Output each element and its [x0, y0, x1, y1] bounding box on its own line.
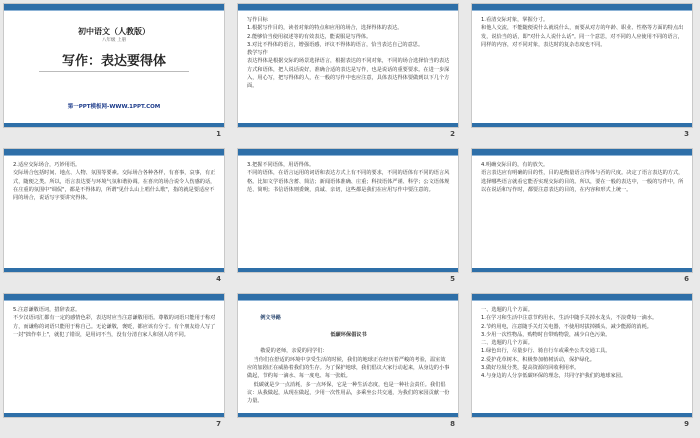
- slide-thumbnail-3[interactable]: [471, 3, 693, 138]
- slide-header-line: [4, 10, 224, 11]
- slide-footer-band: [4, 268, 224, 272]
- slide-footer-band: [238, 268, 458, 272]
- slide-thumbnail-5[interactable]: [237, 148, 459, 283]
- slide-body-text: 1.看清交际对象，掌握分寸。 和他人交流，不能随便说什么就说什么，而要从对方的年龄、职业、性格等方面的特点出发，说恰当的话，即"对什么人说什么话"。同一个意思，对不同的人应使用不同的语言，同样的内容，对不同对象，表达时的复杂态度也不同。: [481, 17, 684, 48]
- slide-body-text: 5.注意谦敬语词，措辞表意。 不少汉语词汇都有一定的感情色彩，表达时应当注意谦敬用语。尊敬的词语只能用于称对方，而谦称的词语只能用于称自己。无论谦敬，褒贬，都应该有分寸。有个朋友给人写了一封"拙作奉上"，就犯了错误，是用词不当，没有分清自家人和别人的不同。: [13, 307, 216, 338]
- slide-number: 7: [216, 420, 221, 428]
- slide-footer-band: [472, 413, 692, 417]
- slide-footer-band: [472, 123, 692, 127]
- slide-paragraph: 敬爱的老师，亲爱的同学们： 当你们在舒适的环境中享受生活的时候，我们的地球正在经历着严峻的考验，温室效应的加剧正在威胁着我们的生存。为了保护地球，我们倡议大家行动起来，从身边的小事做起，节约每一滴水、每一度电、每一张纸。 低碳就是少一点消耗，多一点环保，它是一种生活态度，也是一种社会责任。我们倡议：从我做起，从现在做起，少用一次性用品，多乘坐公共交通，为我们的家园贡献一份力量。: [247, 348, 450, 405]
- slide-heading: 低碳环保倡议书: [330, 331, 367, 338]
- slide-header-line: [238, 155, 458, 156]
- slide-footer-band: [238, 413, 458, 417]
- slide-canvas: [471, 148, 693, 273]
- cover-divider: [39, 71, 189, 72]
- slide-canvas: [3, 148, 225, 273]
- slide-section-title: 例文导路: [260, 315, 281, 322]
- slide-footer-band: [472, 268, 692, 272]
- slide-number: 1: [216, 130, 221, 138]
- slide-number: 3: [684, 130, 689, 138]
- slide-footer-band: [238, 123, 458, 127]
- slide-thumbnail-2[interactable]: [237, 3, 459, 138]
- slide-footer-band: [4, 123, 224, 127]
- slide-thumbnail-6[interactable]: [471, 148, 693, 283]
- slide-header-line: [4, 300, 224, 301]
- slide-header-line: [472, 300, 692, 301]
- slide-canvas: [471, 293, 693, 418]
- slide-thumbnail-8[interactable]: [237, 293, 459, 428]
- slide-canvas: [471, 3, 693, 128]
- slide-thumbnail-7[interactable]: [3, 293, 225, 428]
- cover-subject: 初中语文（人教版）: [78, 27, 150, 36]
- slide-canvas: [237, 148, 459, 273]
- slide-canvas: [237, 3, 459, 128]
- slide-body-text: 2.适应交际场合，巧妙用语。 交际场合包括时间、地点、人物、氛围等要素。交际场合各种各样，有喜事，哀事，有正式，随便之类。所以，语言表达要与环境气氛和谐协调。在喜庆的场合说令人伤感的话，在庄重的氛围中"调侃"，都是不得体的，所谓"见什么山上唱什么歌"，指的就是要适应不同的场合，说话写字要讲究得体。: [13, 162, 216, 202]
- slide-number: 4: [216, 275, 221, 283]
- slide-header-line: [4, 155, 224, 156]
- slide-canvas: [3, 293, 225, 418]
- slide-thumbnail-1[interactable]: [3, 3, 225, 138]
- slide-header-line: [238, 300, 458, 301]
- slide-number: 8: [450, 420, 455, 428]
- slide-canvas: [237, 293, 459, 418]
- slide-number: 9: [684, 420, 689, 428]
- cover-site-label: 第一PPT模板网-WWW.1PPT.COM: [67, 104, 161, 110]
- slide-header-line: [238, 10, 458, 11]
- slide-thumbnail-9[interactable]: [471, 293, 693, 428]
- slide-footer-band: [4, 413, 224, 417]
- cover-title: 写作：表达要得体: [61, 54, 166, 69]
- slide-body-text: 写作目标 1.根据写作目的，读者对象的特点和应用的场合，选择得体的表达。 2.能够恰当使用叙述等的有效表达，能说服是写得体。 3.对比不得体的语言，增强语感，评议不得体的语言，恰当表达自己的意思。 教学写作 表达得体是根据交际的场景选择语言，根据表达的不同对象，不同的场合选择恰当的表达方式和语体，把人说话说好，准确合适的表达是写作，也是说话的重要要求。在进一步深入，用心写，把写得体的人，在一般的写作中也应注意，具体表达得体要做到以下几个方面。: [247, 17, 450, 90]
- slide-body-text: 3.把握不同语体，用语得体。 不同的语体，在语言运用的词语和表达方式上有不同的要求，不同的语体有不同的语言风格。比如文学语体含蓄、简洁；新闻语体准确、庄重；科技语体严谨、科学；公文语体规范、简明；书信语体则委婉，真诚、亲切，这些都是我们在应用写作中要注意的。: [247, 162, 450, 193]
- slide-body-text: [247, 306, 450, 414]
- slide-header-line: [472, 10, 692, 11]
- slide-number: 2: [450, 130, 455, 138]
- slide-number: 5: [450, 275, 455, 283]
- slide-body-text: 4.明确交际目的，有的放矢。 语言表达应有明确的目的性，目的是衡量语言得体与否的尺度。决定了语言表达的方式，选择哪些语言就看它能否实现交际的目的。所以，要在一般的表达中，一般的写作中，所以在说话和写作时，都要注意表达的目的，在内容和形式上统一。: [481, 162, 684, 193]
- cover-grade: 八年级 上册: [102, 38, 126, 43]
- slide-number: 6: [684, 275, 689, 283]
- slide-header-line: [472, 155, 692, 156]
- slide-body-text: 一、选题的几个方面。 1.在学习和生活中注意节约用水，生活中随手关掉水龙头，不浪费每一滴水。 2.节约用电，注意随手关灯关电器，不使用时拔掉插头，减少能源的消耗。 3.少用一次性物品，购物时自带购物袋，减少白色污染。 二、选题的几个方面。 1.绿色出行，尽量步行、骑自行车或乘坐公共交通工具。 2.爱护花草树木，积极参加植树活动，保护绿化。 3.做好垃圾分类，提高资源的回收利用率。 4.与身边的人分享低碳环保的理念，共同守护我们的地球家园。: [481, 307, 658, 380]
- slide-thumbnail-4[interactable]: [3, 148, 225, 283]
- slide-canvas: [3, 3, 225, 128]
